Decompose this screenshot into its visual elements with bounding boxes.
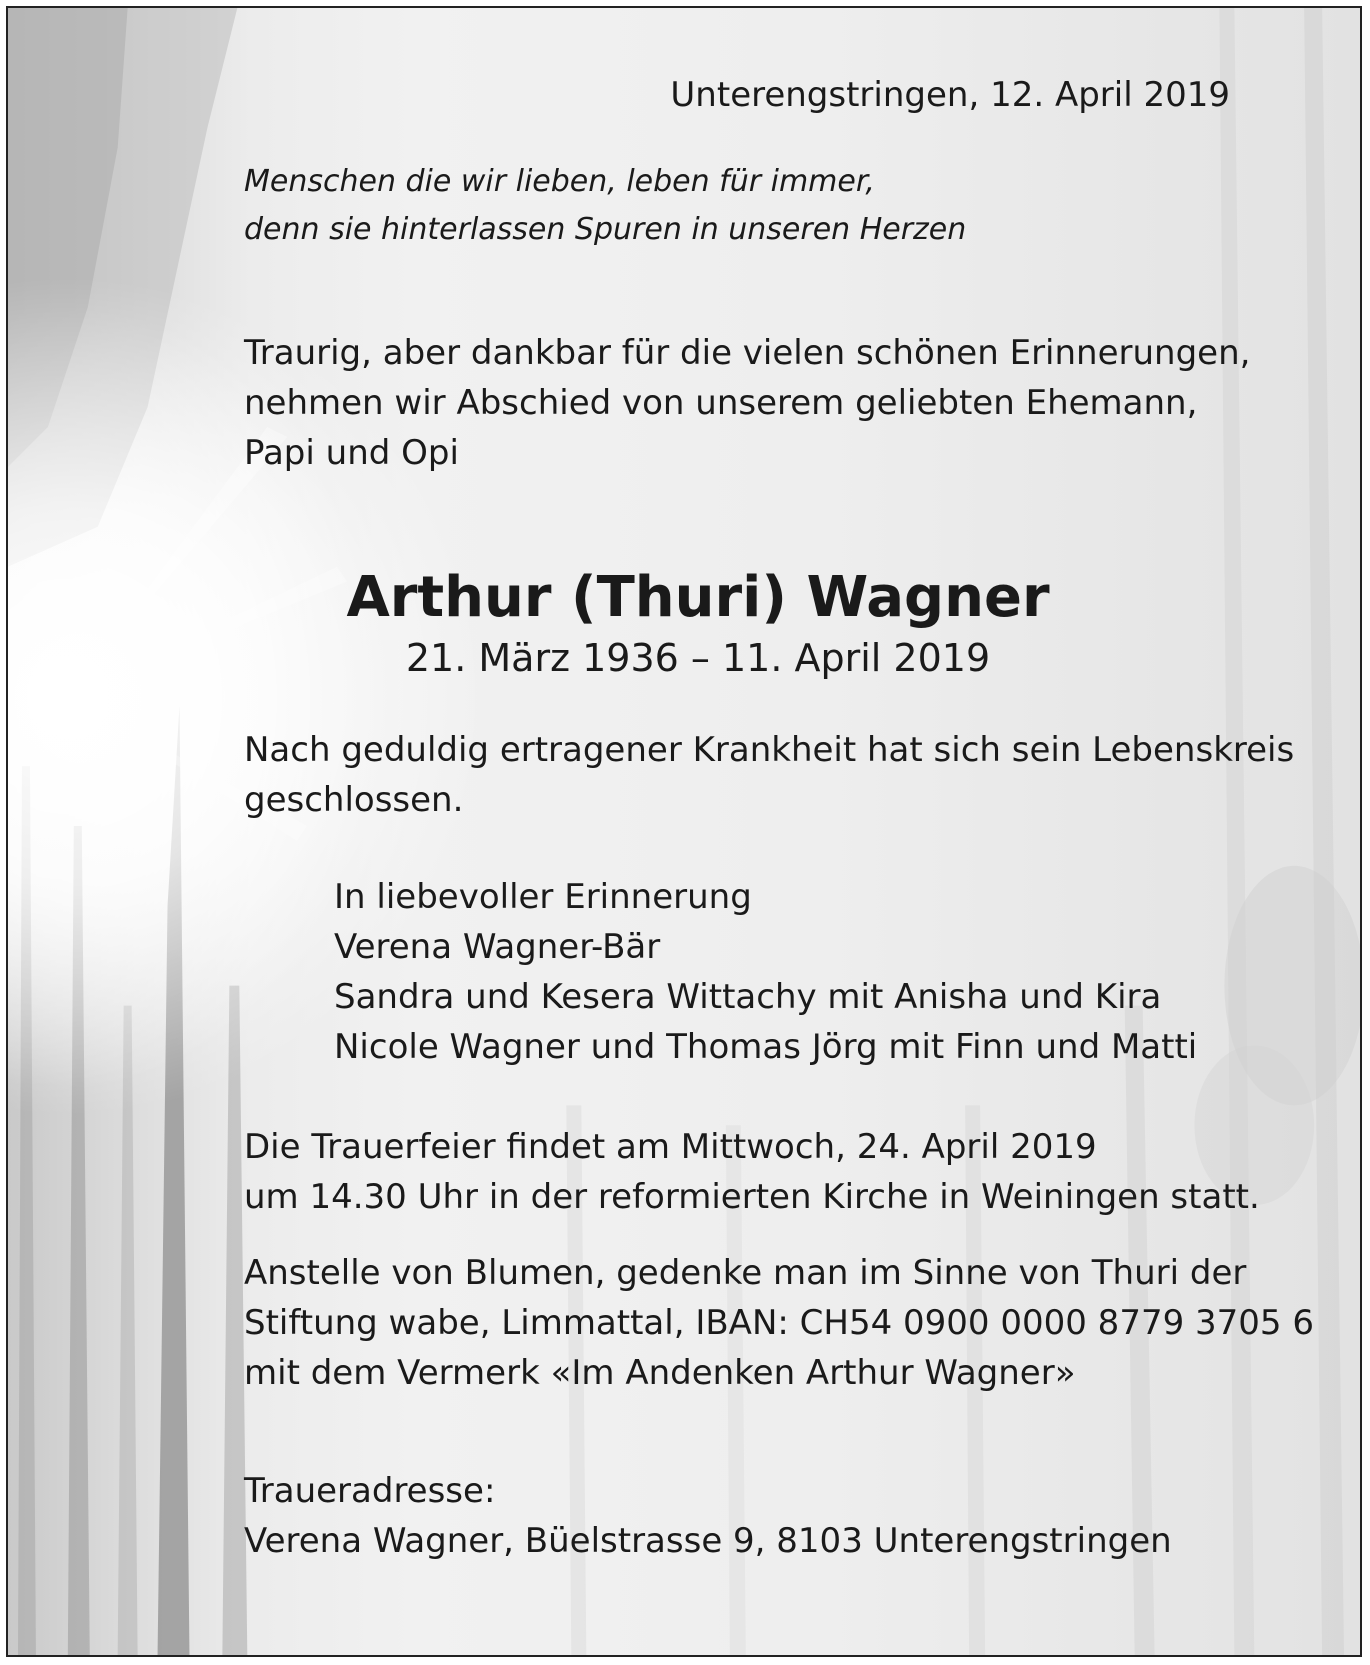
intro-line: Traurig, aber dankbar für die vielen schönen Erinnerungen,	[244, 333, 1251, 373]
service-line: um 14.30 Uhr in der reformierten Kirche in Weiningen statt.	[244, 1177, 1260, 1217]
donation-line: Stiftung wabe, Limmattal, IBAN: CH54 0900 0000 8779 3705 6	[244, 1303, 1314, 1343]
mourner-line: Nicole Wagner und Thomas Jörg mit Finn und Matti	[334, 1027, 1198, 1067]
quote-line: Menschen die wir lieben, leben für immer,	[244, 164, 875, 199]
mourner-line: Verena Wagner-Bär	[334, 927, 661, 967]
deceased-name: Arthur (Thuri) Wagner	[346, 565, 1050, 630]
address-label: Traueradresse:	[244, 1471, 496, 1511]
service-line: Die Trauerfeier findet am Mittwoch, 24. April 2019	[244, 1127, 1097, 1167]
life-dates: 21. März 1936 – 11. April 2019	[405, 636, 991, 680]
donation-line: mit dem Vermerk «Im Andenken Arthur Wagner»	[244, 1353, 1076, 1393]
obituary-card	[6, 6, 1362, 1657]
place-date: Unterengstringen, 12. April 2019	[670, 75, 1230, 115]
quote-line: denn sie hinterlassen Spuren in unseren Herzen	[244, 212, 967, 247]
intro-line: Papi und Opi	[244, 433, 459, 473]
illness-line: Nach geduldig ertragener Krankheit hat sich sein Lebenskreis	[244, 730, 1295, 770]
intro-line: nehmen wir Abschied von unserem geliebten Ehemann,	[244, 383, 1198, 423]
obituary-content	[8, 8, 1360, 1655]
mourner-line: In liebevoller Erinnerung	[334, 877, 752, 917]
illness-line: geschlossen.	[244, 780, 464, 820]
donation-line: Anstelle von Blumen, gedenke man im Sinne von Thuri der	[244, 1253, 1247, 1293]
address-value: Verena Wagner, Büelstrasse 9, 8103 Unterengstringen	[244, 1521, 1172, 1561]
mourner-line: Sandra und Kesera Wittachy mit Anisha und Kira	[334, 977, 1162, 1017]
